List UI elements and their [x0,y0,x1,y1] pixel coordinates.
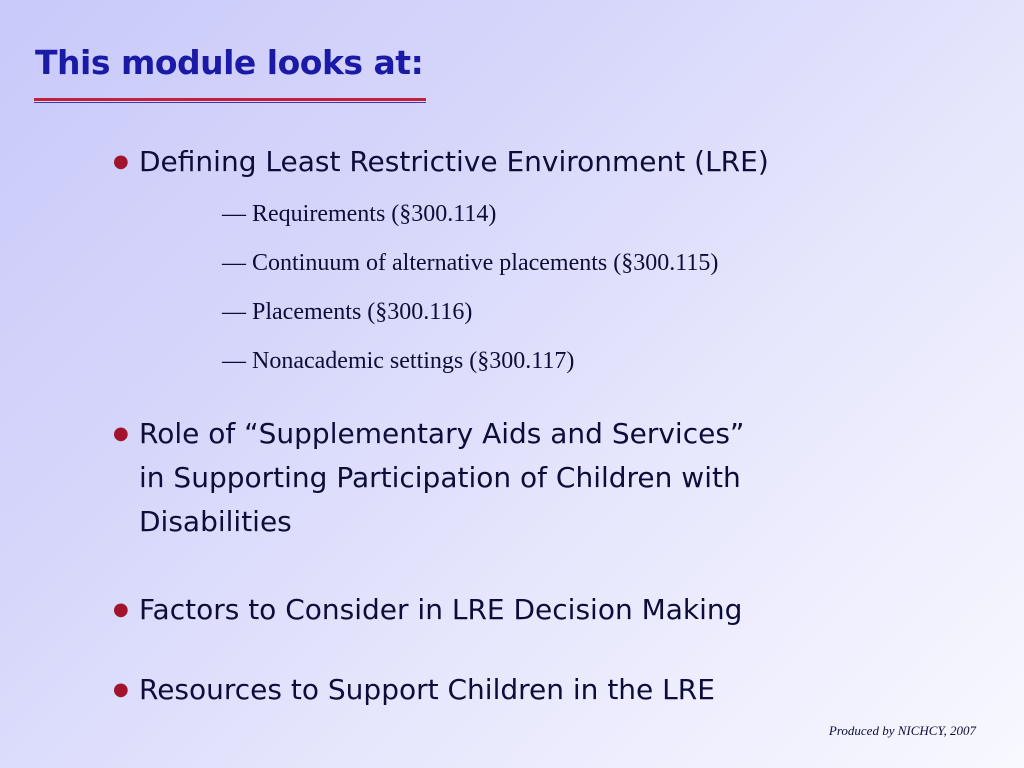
bullet-dot: ● [113,599,129,620]
sub-item: — Nonacademic settings (§300.117) [222,348,575,374]
footer-credit: Produced by NICHCY, 2007 [828,723,976,738]
sub-item: — Continuum of alternative placements (§300.115) [222,250,719,276]
title-underline-gap [34,101,426,102]
bullet-item [113,588,742,632]
bullet-item [113,668,715,712]
bullet-text: Role of “Supplementary Aids and Services” in Supporting Participation of Children with Disabilities [139,417,745,538]
bullet-item [113,412,744,544]
sub-item: — Requirements (§300.114) [222,201,497,227]
bullet-item [113,140,769,184]
bullet-dot: ● [113,423,129,444]
bullet-text: Resources to Support Children in the LRE [139,673,715,706]
bullet-dot: ● [113,151,129,172]
sub-item: — Placements (§300.116) [222,299,473,325]
bullet-text: Defining Least Restrictive Environment (LRE) [139,145,769,178]
bullet-text: Factors to Consider in LRE Decision Making [139,593,743,626]
slide-title: This module looks at: [35,43,424,82]
bullet-dot: ● [113,679,129,700]
